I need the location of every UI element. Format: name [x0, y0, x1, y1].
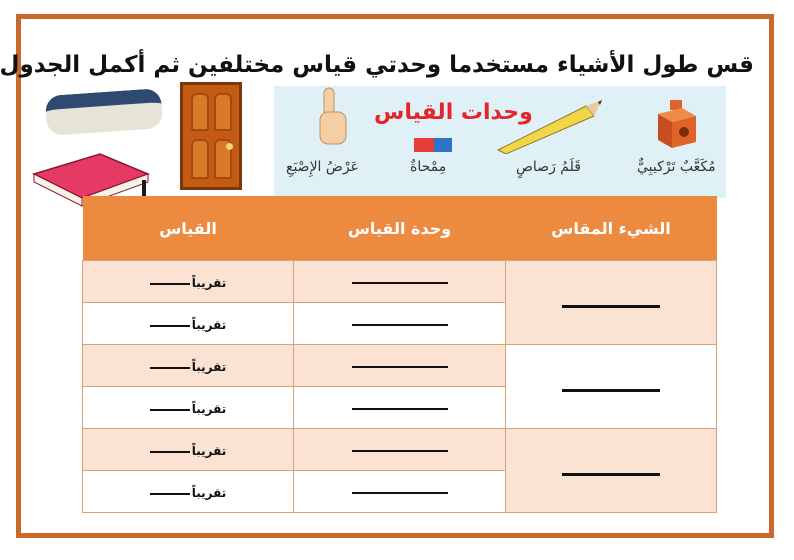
object-blank[interactable]: [506, 345, 717, 429]
approx-label: تقريباً: [191, 360, 227, 374]
header-unit: وحدة القياس: [294, 196, 506, 261]
approx-label: تقريباً: [191, 486, 227, 500]
approx-label: تقريباً: [191, 402, 227, 416]
finger-icon: [314, 86, 352, 148]
object-blank[interactable]: [506, 261, 717, 345]
unit-blank[interactable]: [294, 261, 506, 303]
page-title: قس طول الأشياء مستخدما وحدتي قياس مختلفين ثم أكمل الجدول: [0, 52, 754, 78]
table-row: [83, 261, 717, 303]
units-banner: [274, 86, 726, 198]
unit-label-finger: عَرْضُ الإِصْبَعِ: [286, 159, 359, 175]
table-header-row: [83, 196, 717, 261]
approx-label: تقريباً: [191, 276, 227, 290]
unit-label-pencil: قَلَمُ رَصاصٍ: [516, 159, 581, 175]
pencil-icon: [494, 98, 606, 154]
measure-blank[interactable]: [83, 261, 294, 303]
measure-blank[interactable]: [83, 387, 294, 429]
table-row: [83, 429, 717, 471]
approx-label: تقريباً: [191, 318, 227, 332]
header-measure: القياس: [83, 196, 294, 261]
measure-blank[interactable]: [83, 345, 294, 387]
measure-blank[interactable]: [83, 303, 294, 345]
object-blank[interactable]: [506, 429, 717, 513]
unit-blank[interactable]: [294, 387, 506, 429]
unit-label-cube: مُكَعَّبٌ تَرْكيبِيٌّ: [637, 159, 716, 175]
header-object: الشيء المقاس: [506, 196, 717, 261]
units-banner-title: وحدات القياس: [374, 100, 533, 125]
door-image: [180, 82, 242, 190]
unit-label-eraser: مِمْحاةٌ: [410, 159, 447, 175]
unit-blank[interactable]: [294, 303, 506, 345]
approx-label: تقريباً: [191, 444, 227, 458]
table-row: [83, 345, 717, 387]
unit-blank[interactable]: [294, 429, 506, 471]
pencil-case-image: [45, 88, 164, 136]
measure-blank[interactable]: [83, 429, 294, 471]
measurement-table: [82, 196, 717, 513]
unit-blank[interactable]: [294, 345, 506, 387]
unit-blank[interactable]: [294, 471, 506, 513]
eraser-icon: [412, 134, 454, 156]
measure-blank[interactable]: [83, 471, 294, 513]
cube-icon: [652, 98, 702, 152]
